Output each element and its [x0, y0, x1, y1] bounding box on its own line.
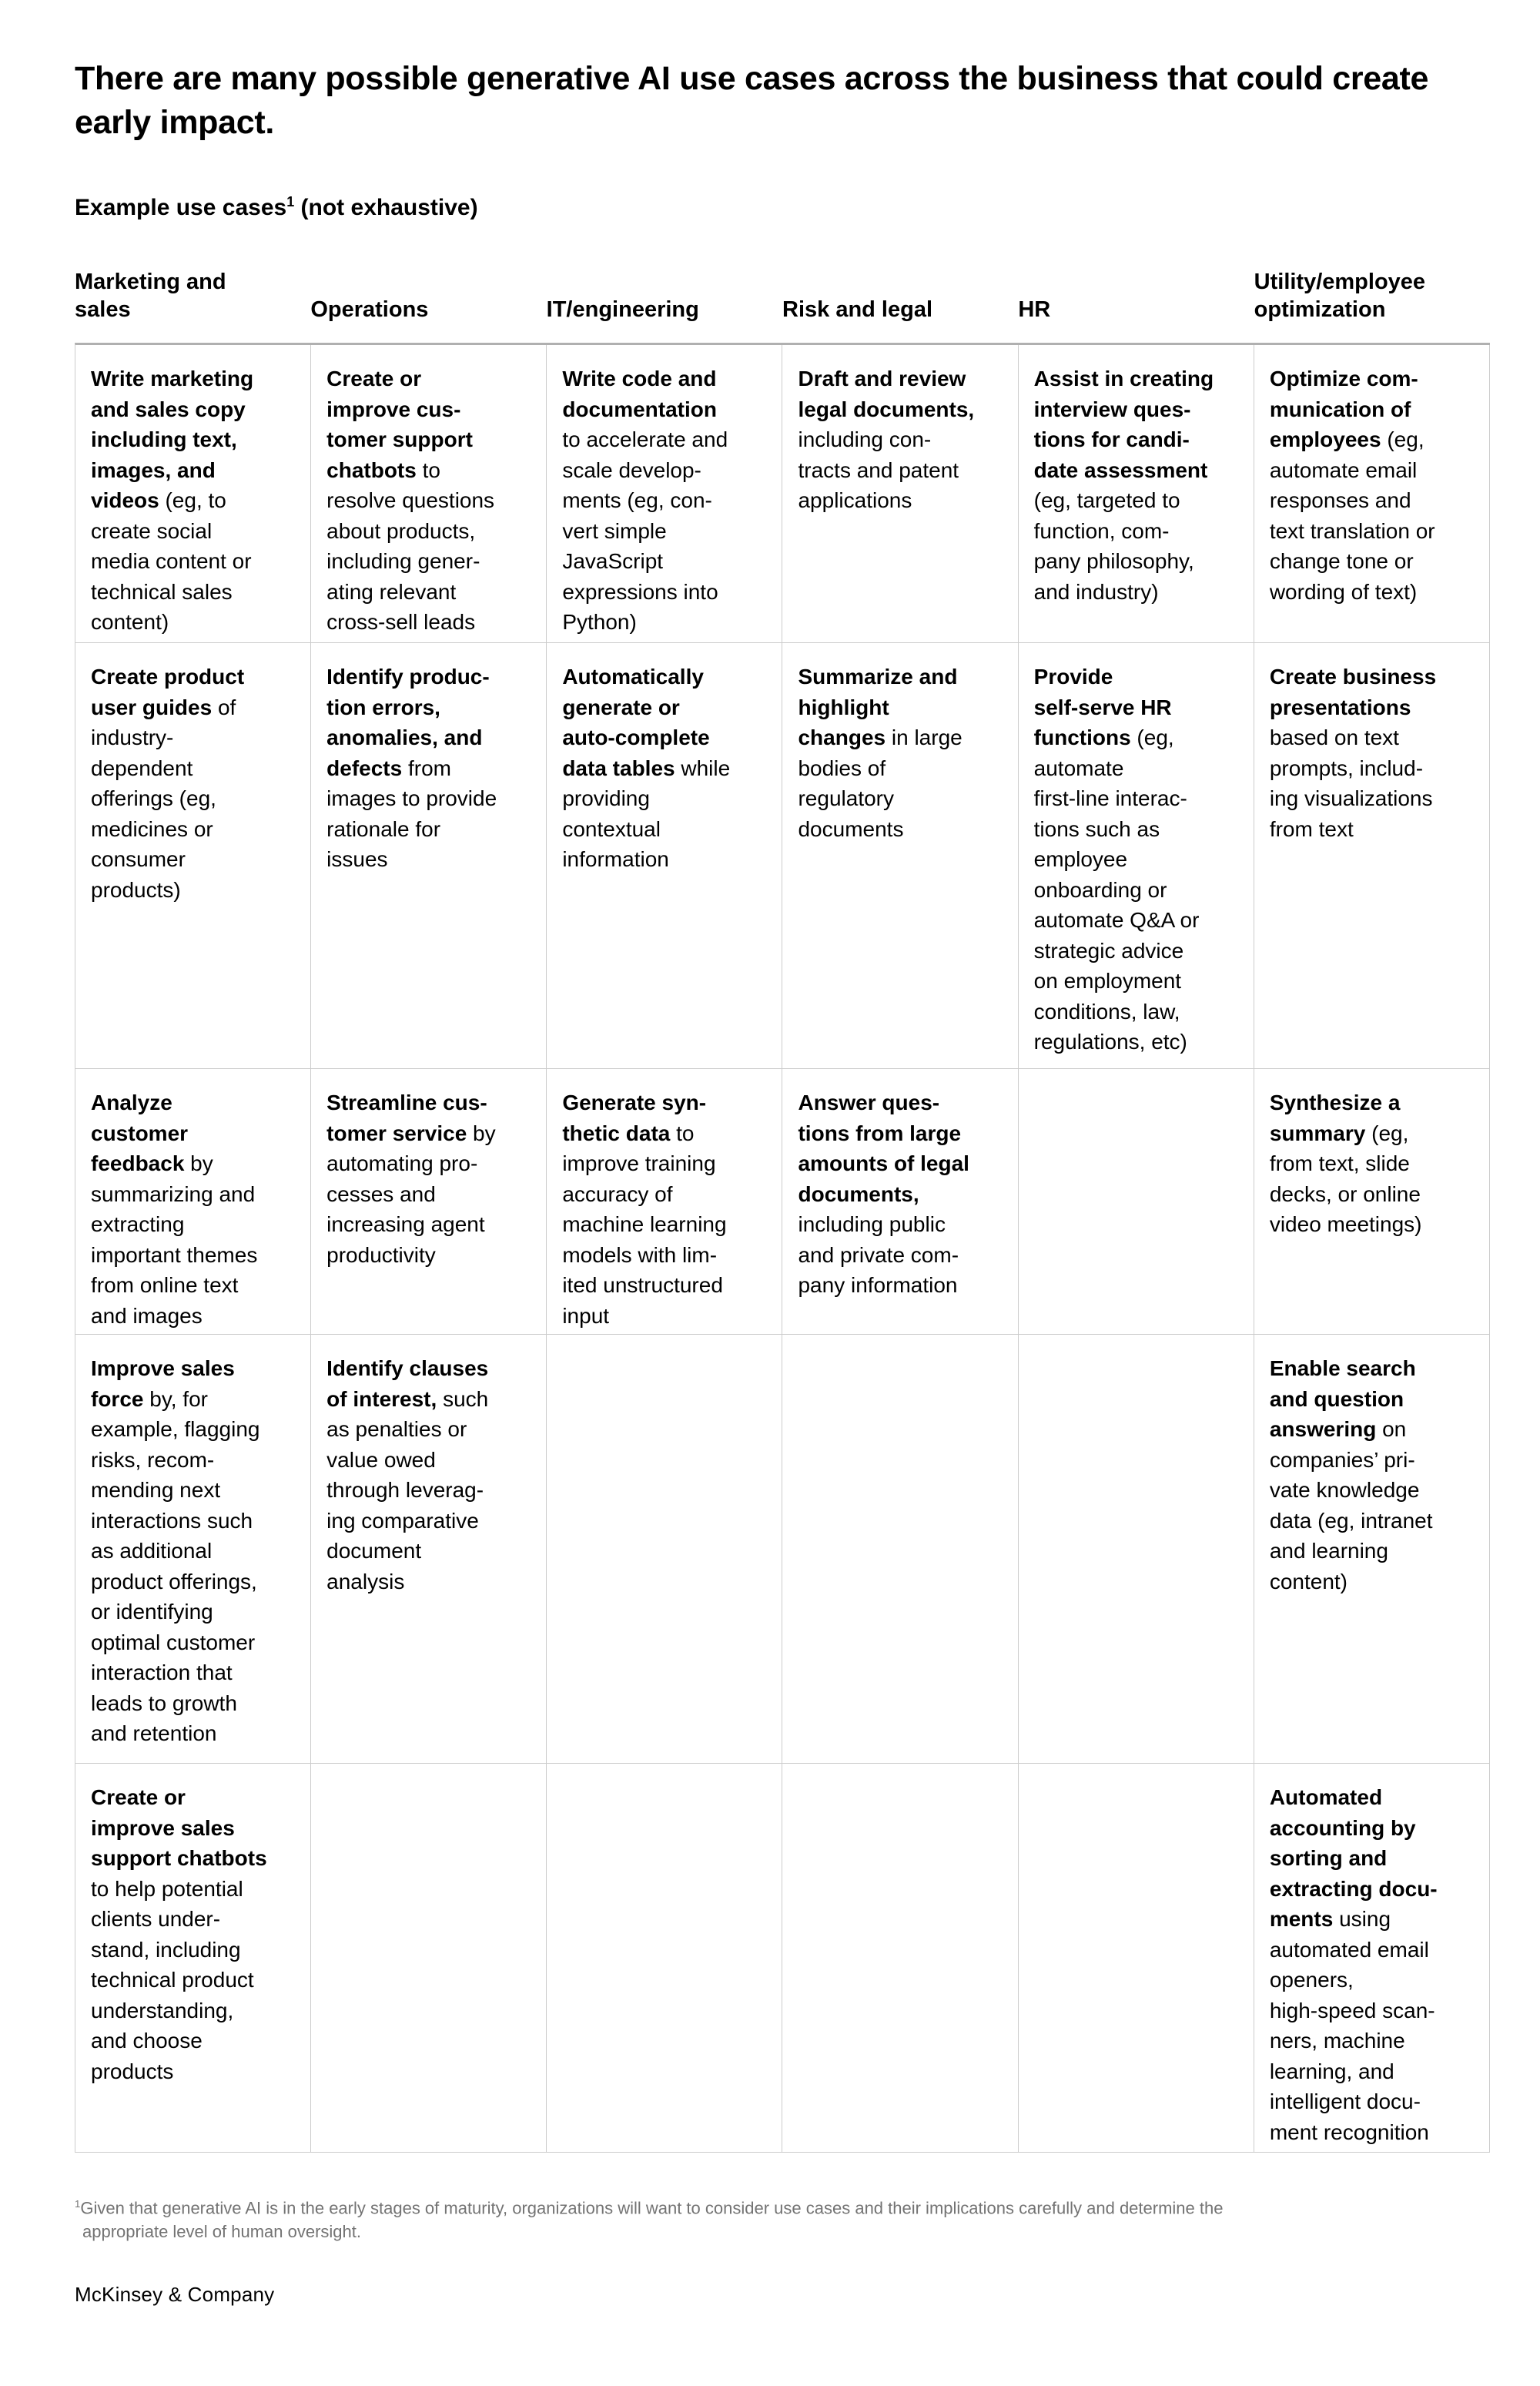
- table-cell: Streamline cus- tomer service by automating pro- cesses and increasing agent productivity: [311, 1069, 547, 1335]
- subtitle-footnote-marker: 1: [286, 194, 295, 209]
- footnote-line-2: appropriate level of human oversight.: [82, 2222, 361, 2242]
- table-cell: Create business presentations based on text prompts, includ- ing visualizations from text: [1254, 643, 1490, 1069]
- table-cell: Summarize and highlight changes in large bodies of regulatory documents: [782, 643, 1018, 1069]
- subtitle-qualifier: (not exhaustive): [294, 195, 478, 220]
- column-header: HR: [1018, 297, 1051, 322]
- table-cell: Create or improve cus- tomer support chatbots to resolve questions about products, including gener- ating relevant cross-sell leads: [311, 345, 547, 643]
- table-cell: Optimize com- munication of employees (eg, automate email responses and text translation or change tone or wording of text): [1254, 345, 1490, 643]
- table-cell: Identify produc- tion errors, anomalies, and defects from images to provide rationale for issues: [311, 643, 547, 1069]
- table-cell: Create or improve sales support chatbots to help potential clients under- stand, including technical product understanding, and choose products: [75, 1764, 311, 2153]
- table-cell: [1019, 1069, 1254, 1335]
- footnote-marker: 1: [75, 2198, 81, 2210]
- subtitle-text: Example use cases: [75, 195, 287, 220]
- footnote: [75, 2192, 1484, 2244]
- table-cell: Provide self-serve HR functions (eg, automate first-line interac- tions such as employee onboarding or automate Q&A or strategic advice on employment conditions, law, regulations, etc): [1019, 643, 1254, 1069]
- table-cell: [782, 1764, 1018, 2153]
- table-header-row: [75, 268, 1490, 323]
- table-cell: Automated accounting by sorting and extracting docu- ments using automated email openers, high-speed scan- ners, machine learning, and intelligent docu- ment recognition: [1254, 1764, 1490, 2153]
- table-cell: [1019, 1335, 1254, 1764]
- table-cell: Synthesize a summary (eg, from text, slide decks, or online video meetings): [1254, 1069, 1490, 1335]
- page-title: There are many possible generative AI use cases across the business that could create early impact.: [75, 60, 1429, 141]
- column-header: Risk and legal: [782, 297, 933, 322]
- footnote-line-1: [75, 2192, 1484, 2220]
- table-cell: Enable search and question answering on companies’ pri- vate knowledge data (eg, intranet and learning content): [1254, 1335, 1490, 1764]
- table-cell: Analyze customer feedback by summarizing and extracting important themes from online text and images: [75, 1069, 311, 1335]
- column-header: Operations: [310, 297, 429, 322]
- table-cell: Assist in creating interview ques- tions for candi- date assessment (eg, targeted to function, com- pany philosophy, and industry): [1019, 345, 1254, 643]
- table-cell: [1019, 1764, 1254, 2153]
- use-case-table: [75, 343, 1490, 2153]
- footnote-text-1: Given that generative AI is in the early stages of maturity, organizations will want to consider use cases and their implications carefully and determine the: [80, 2198, 1224, 2218]
- column-header: Marketing and sales: [75, 270, 226, 322]
- table-cell: Create product user guides of industry- dependent offerings (eg, medicines or consumer products): [75, 643, 311, 1069]
- brand-wordmark: McKinsey & Company: [75, 2283, 275, 2306]
- table-cell: Automatically generate or auto-complete data tables while providing contextual information: [547, 643, 782, 1069]
- table-cell: Draft and review legal documents, including con- tracts and patent applications: [782, 345, 1018, 643]
- exhibit-subtitle: [75, 194, 478, 221]
- table-cell: [547, 1335, 782, 1764]
- table-cell: [547, 1764, 782, 2153]
- table-cell: Write marketing and sales copy including text, images, and videos (eg, to create social media content or technical sales content): [75, 345, 311, 643]
- column-header: IT/engineering: [546, 297, 699, 322]
- table-cell: Answer ques- tions from large amounts of legal documents, including public and private com- pany information: [782, 1069, 1018, 1335]
- table-cell: Write code and documentation to accelerate and scale develop- ments (eg, con- vert simple JavaScript expressions into Python): [547, 345, 782, 643]
- table-cell: Identify clauses of interest, such as penalties or value owed through leverag- ing comparative document analysis: [311, 1335, 547, 1764]
- table-cell: Improve sales force by, for example, flagging risks, recom- mending next interactions such as additional product offerings, or identifying optimal customer interaction that leads to growth and retention: [75, 1335, 311, 1764]
- column-header: Utility/employee optimization: [1254, 270, 1426, 322]
- table-cell: Generate syn- thetic data to improve training accuracy of machine learning models with lim- ited unstructured input: [547, 1069, 782, 1335]
- table-cell: [782, 1335, 1018, 1764]
- table-cell: [311, 1764, 547, 2153]
